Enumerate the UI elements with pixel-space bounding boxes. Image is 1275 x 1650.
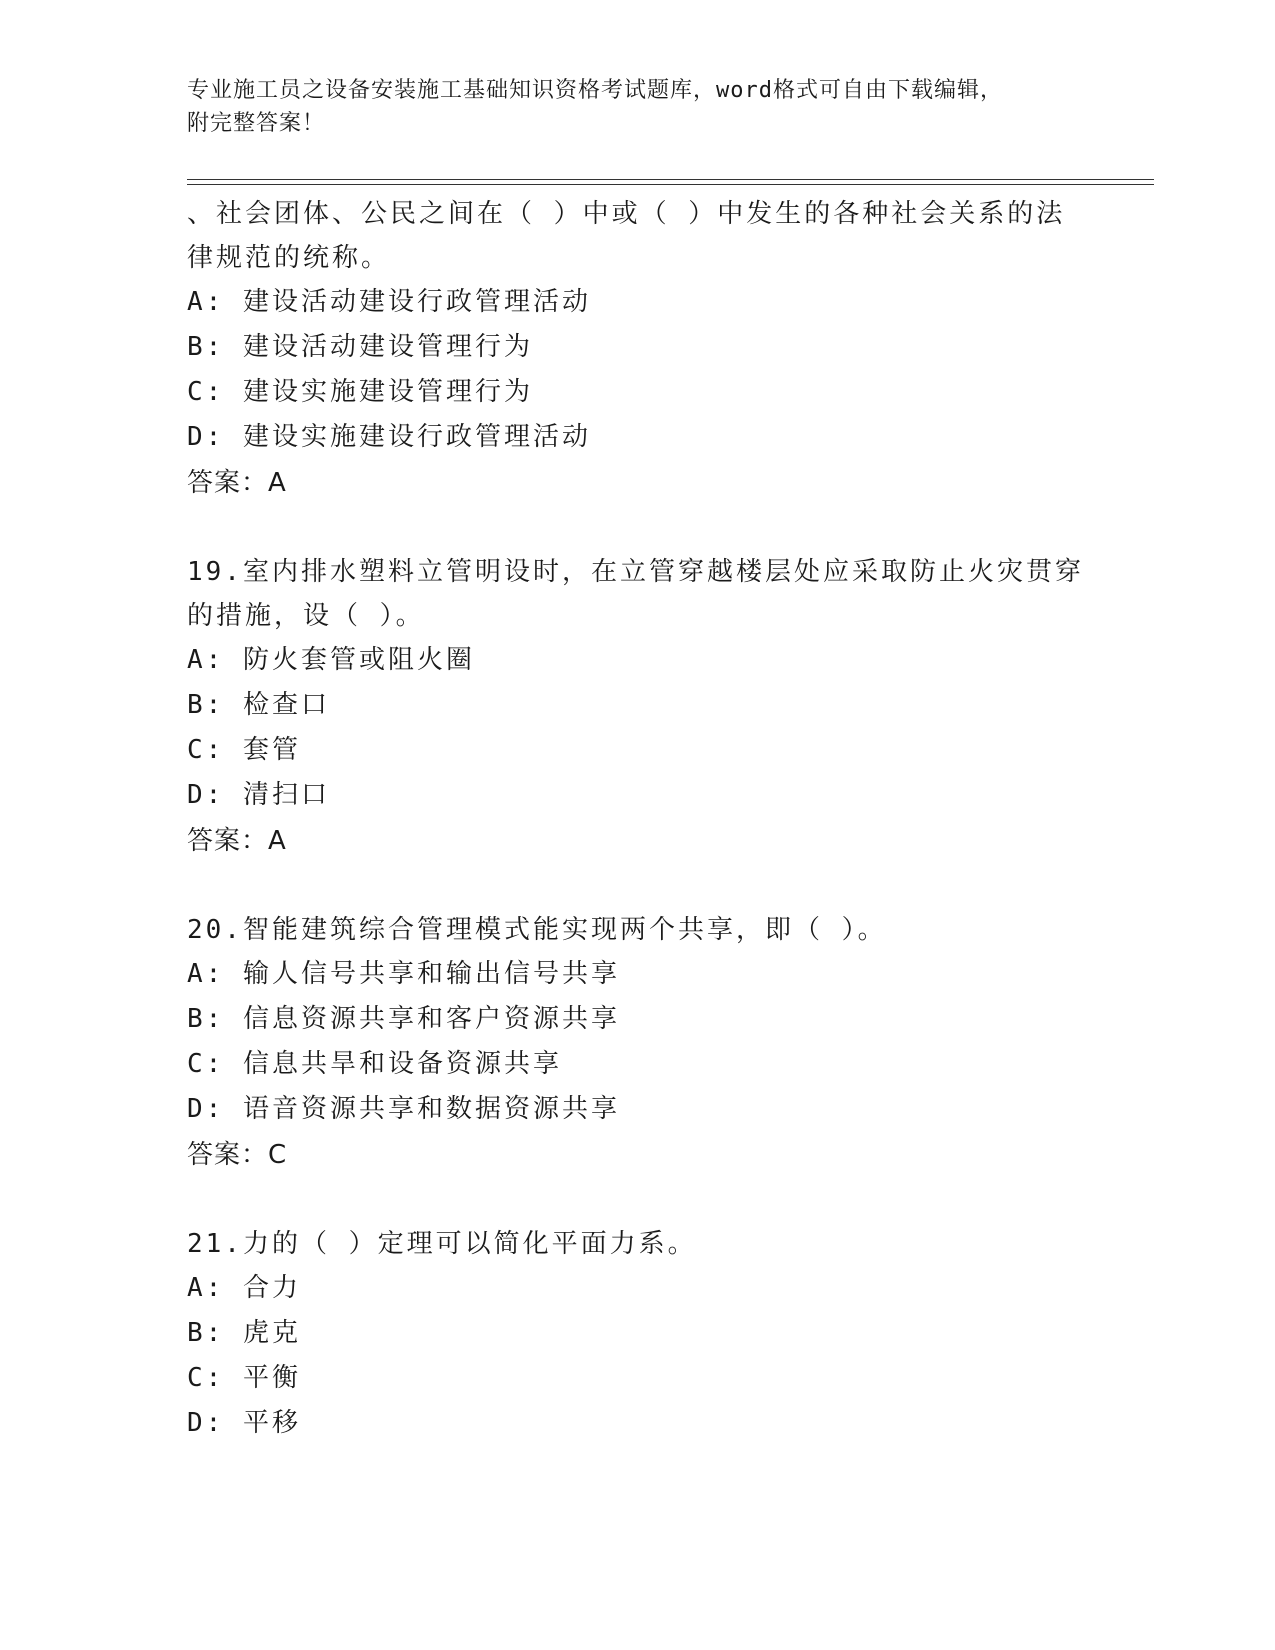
option-a: A: 合力: [187, 1273, 301, 1303]
option-d: D: 语音资源共享和数据资源共享: [187, 1094, 620, 1124]
option-a: A: 建设活动建设行政管理活动: [187, 287, 591, 317]
answer-line: 答案：A: [187, 468, 287, 498]
option-b: B: 建设活动建设管理行为: [187, 332, 533, 362]
question-stem: 19.室内排水塑料立管明设时，在立管穿越楼层处应采取防止火灾贯穿: [187, 557, 1084, 587]
option-a: A: 防火套管或阻火圈: [187, 645, 475, 675]
question-stem: 20.智能建筑综合管理模式能实现两个共享，即（ ）。: [187, 915, 887, 945]
answer-line: 答案：C: [187, 1140, 288, 1170]
question-20: [187, 908, 1087, 1178]
option-b: B: 检查口: [187, 690, 330, 720]
question-18: [187, 192, 1087, 506]
option-a: A: 输人信号共享和输出信号共享: [187, 959, 620, 989]
document-header: [187, 74, 1087, 140]
question-list: [187, 192, 1087, 1490]
option-c: C: 平衡: [187, 1363, 301, 1393]
option-c: C: 建设实施建设管理行为: [187, 377, 533, 407]
header-title-line-2: 附完整答案！: [187, 111, 326, 136]
question-21: [187, 1222, 1087, 1446]
question-stem: 21.力的（ ）定理可以简化平面力系。: [187, 1229, 697, 1259]
question-stem-continued: 律规范的统称。: [187, 243, 391, 273]
answer-line: 答案：A: [187, 826, 287, 856]
option-c: C: 套管: [187, 735, 301, 765]
option-d: D: 建设实施建设行政管理活动: [187, 422, 591, 452]
question-19: [187, 550, 1087, 864]
question-stem-continued: 的措施，设（ ）。: [187, 601, 425, 631]
option-b: B: 信息资源共享和客户资源共享: [187, 1004, 620, 1034]
header-divider-top: [187, 179, 1154, 180]
option-b: B: 虎克: [187, 1318, 301, 1348]
header-divider-bottom: [187, 184, 1154, 185]
option-d: D: 清扫口: [187, 780, 330, 810]
question-stem: 、社会团体、公民之间在（ ）中或（ ）中发生的各种社会关系的法: [187, 199, 1066, 229]
option-c: C: 信息共旱和设备资源共享: [187, 1049, 562, 1079]
option-d: D: 平移: [187, 1408, 301, 1438]
header-title-line-1: 专业施工员之设备安装施工基础知识资格考试题库，word格式可自由下载编辑，: [187, 78, 1003, 103]
